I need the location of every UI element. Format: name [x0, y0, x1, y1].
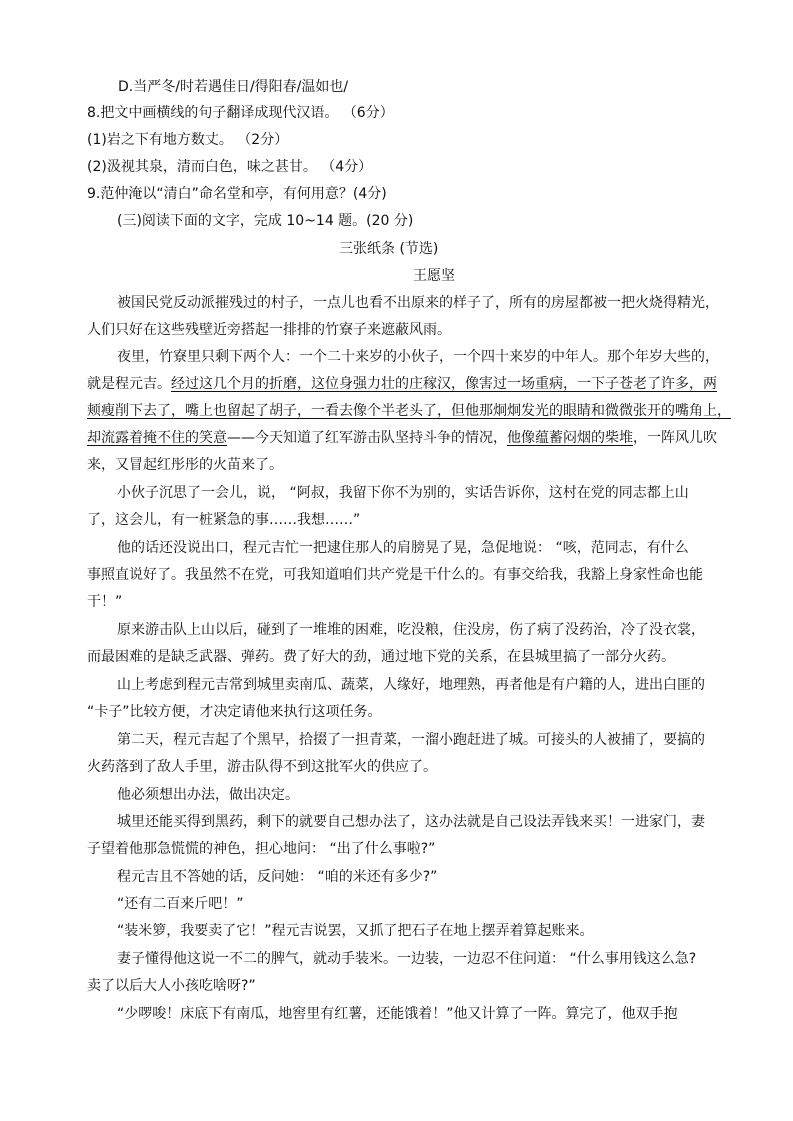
article-title: 三张纸条 (节选) [339, 241, 439, 257]
paragraph-2-line-1: 夜里，竹寮里只剩下两个人：一个二十来岁的小伙子，一个四十来岁的中年人。那个年岁大些的， [117, 349, 719, 365]
underlined-sentence: 他像蕴蓄闷烟的柴堆 [507, 430, 633, 446]
paragraph-11: “还有二百来斤吧！” [117, 896, 244, 912]
paragraph-1-line-2: 人们只好在这些残壁近旁搭起一排排的竹寮子来遮蔽风雨。 [87, 322, 451, 338]
paragraph-9-line-1: 城里还能买得到黑药，剩下的就要自己想办法了，这办法就是自己设法弄钱来买！一进家门，妻 [117, 814, 705, 830]
question-8: 8.把文中画横线的句子翻译成现代汉语。 （6分） [87, 105, 394, 121]
paragraph-4-line-1: 他的话还没说出口，程元吉忙一把逮住那人的肩膀晃了晃，急促地说： “咳，范同志，有什么 [117, 540, 689, 556]
paragraph-6-line-2: “卡子”比较方便，才决定请他来执行这项任务。 [87, 704, 382, 720]
paragraph-2-line-3: 颊瘦削下去了，嘴上也留起了胡子，一看去像个半老头了，但他那炯炯发光的眼睛和微微张开的嘴角上， [87, 403, 731, 419]
paragraph-13-line-2: 卖了以后大人小孩吃啥呀?” [87, 978, 256, 994]
paragraph-12: “装米箩，我要卖了它！”程元吉说罢，又抓了把石子在地上摆弄着算起账来。 [117, 923, 594, 939]
paragraph-7-line-2: 火药落到了敌人手里，游击队得不到这批军火的供应了。 [87, 759, 437, 775]
paragraph-10: 程元吉且不答她的话，反问她： “咱的米还有多少?” [117, 869, 438, 885]
question-8-1: (1)岩之下有地方数丈。 （2分） [87, 132, 289, 148]
paragraph-5-line-2: 而最困难的是缺乏武器、弹药。费了好大的劲，通过地下党的关系，在县城里搞了一部分火药。 [87, 649, 675, 665]
plain-text: 就是程元吉。 [87, 376, 171, 392]
article-author: 王愿坚 [413, 268, 455, 284]
paragraph-7-line-1: 第二天，程元吉起了个黑早，拾掇了一担青菜，一溜小跑赶进了城。可接头的人被捕了，要搞的 [117, 732, 705, 748]
paragraph-14: “少啰唆！床底下有南瓜，地窖里有红薯，还能饿着！”他又计算了一阵。算完了，他双手抱 [117, 1006, 678, 1022]
underlined-sentence: 却流露着掩不住的笑意 [87, 430, 227, 446]
underlined-sentence: 经过这几个月的折磨，这位身强力壮的庄稼汉，像害过一场重病，一下子苍老了许多，两 [171, 376, 717, 392]
plain-text: ，一阵风儿吹 [633, 430, 717, 446]
paragraph-4-line-2: 事照直说好了。我虽然不在党，可我知道咱们共产党是干什么的。有事交给我，我豁上身家性命也能 [87, 567, 703, 583]
paragraph-9-line-2: 子望着他那急慌慌的神色，担心地问： “出了什么事啦?” [87, 841, 436, 857]
paragraph-2-line-5: 来，又冒起红彤彤的火苗来了。 [87, 457, 283, 473]
option-d: D.当严冬/时若遇佳日/得阳春/温如也/ [118, 79, 349, 95]
paragraph-13-line-1: 妻子懂得他这说一不二的脾气，就动手装米。一边装，一边忍不住问道： “什么事用钱这么急? [117, 951, 697, 967]
paragraph-3-line-2: 了，这会儿，有一桩紧急的事……我想……” [87, 512, 361, 528]
paragraph-1-line-1: 被国民党反动派摧残过的村子，一点儿也看不出原来的样子了，所有的房屋都被一把火烧得精光， [117, 295, 719, 311]
paragraph-8: 他必须想出办法，做出决定。 [117, 787, 299, 803]
question-9: 9.范仲淹以“清白”命名堂和亭，有何用意？(4分) [87, 186, 387, 202]
paragraph-3-line-1: 小伙子沉思了一会儿，说， “阿叔，我留下你不为别的，实话告诉你，这村在党的同志都上山 [117, 485, 689, 501]
plain-text: ——今天知道了红军游击队坚持斗争的情况， [227, 430, 507, 446]
paragraph-4-line-3: 干！” [87, 594, 123, 610]
paragraph-6-line-1: 山上考虑到程元吉常到城里卖南瓜、蔬菜，人缘好，地理熟，再者他是有户籍的人，进出白匪的 [117, 677, 705, 693]
section-3-heading: (三)阅读下面的文字，完成 10~14 题。(20 分) [117, 213, 414, 229]
paragraph-2-line-4 [87, 429, 717, 447]
paragraph-2-line-2 [87, 375, 717, 393]
question-8-2: (2)汲视其泉，清而白色，味之甚甘。 （4分） [87, 159, 373, 175]
paragraph-5-line-1: 原来游击队上山以后，碰到了一堆堆的困难，吃没粮，住没房，伤了病了没药治，冷了没衣裳， [117, 622, 705, 638]
